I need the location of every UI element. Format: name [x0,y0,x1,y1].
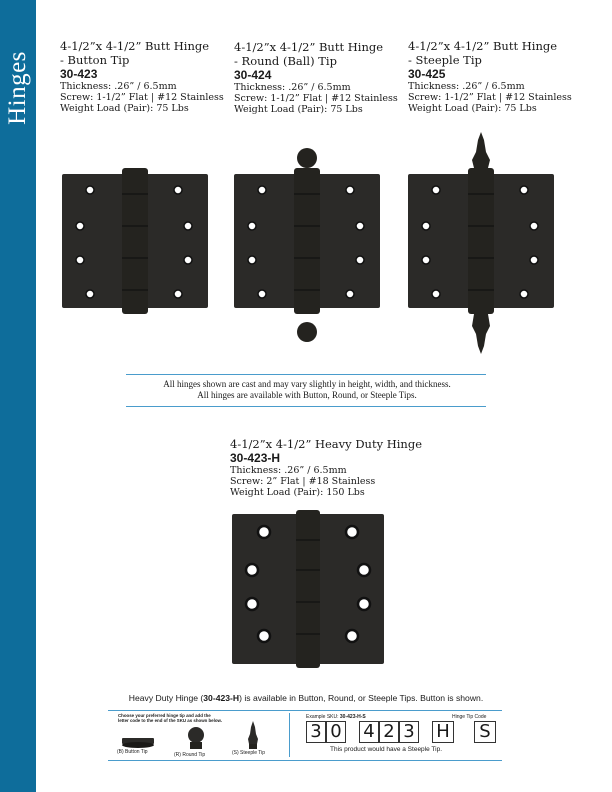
sku-spacer [346,721,359,743]
product-sku: 30-425 [408,67,446,81]
sku-box: 3 [399,721,419,743]
product-weight: Weight Load (Pair): 75 Lbs [234,104,363,115]
product-spec-30-423 [60,39,224,114]
example-sku [306,715,366,720]
steeple-tip-icon [246,720,260,750]
product-spec-30-424 [234,40,398,115]
button-tip-label: (B) Button Tip [117,749,148,755]
product-title-line1: 4-1/2”x 4-1/2” Butt Hinge [60,39,210,53]
divider [108,760,502,761]
button-tip-hinge-image [60,164,210,324]
product-thickness: Thickness: .26” / 6.5mm [234,82,351,93]
product-title-line2: - Steeple Tip [408,53,482,67]
steeple-tip-label: (S) Steeple Tip [232,750,266,756]
product-thickness: Thickness: .26” / 6.5mm [60,81,177,92]
sidebar-band [0,0,36,792]
sku-spacer [454,721,474,743]
divider [289,713,290,757]
heavy-duty-sku: 30-423-H [230,451,281,465]
product-spec-30-425 [408,39,572,114]
product-sku: 30-423 [60,67,98,81]
product-title-line2: - Button Tip [60,53,130,67]
sku-box: H [432,721,454,743]
para-pre: Heavy Duty Hinge ( [128,693,204,703]
heavy-duty-hinge-image [230,508,386,670]
divider [108,710,502,711]
round-tip-label: (R) Round Tip [174,752,206,758]
heavy-duty-screw: Screw: 2” Flat | #18 Stainless [230,476,376,487]
sku-box: S [474,721,496,743]
cast-note: All hinges shown are cast and may vary slightly in height, width, and thickness. [163,379,451,389]
product-screw: Screw: 1-1/2” Flat | #12 Stainless [234,93,398,104]
heavy-duty-weight: Weight Load (Pair): 150 Lbs [230,487,365,498]
sku-code-boxes [306,721,496,743]
button-tip-icon [118,737,158,749]
para-sku: 30-423-H [203,693,240,703]
example-label: Example SKU: [306,714,339,720]
product-weight: Weight Load (Pair): 75 Lbs [60,103,189,114]
steeple-tip-hinge-image [406,130,556,356]
product-thickness: Thickness: .26” / 6.5mm [408,81,525,92]
sku-box: 4 [359,721,379,743]
product-title-line2: - Round (Ball) Tip [234,54,337,68]
sku-box: 0 [326,721,346,743]
tips-note: All hinges are available with Button, Round, or Steeple Tips. [197,390,417,400]
product-title-line1: 4-1/2”x 4-1/2” Butt Hinge [408,39,558,53]
sku-box: 2 [379,721,399,743]
heavy-duty-thickness: Thickness: .26” / 6.5mm [230,465,347,476]
product-weight: Weight Load (Pair): 75 Lbs [408,103,537,114]
para-post: ) is available in Button, Round, or Steeple Tips. Button is shown. [239,693,484,703]
product-screw: Screw: 1-1/2” Flat | #12 Stainless [60,92,224,103]
tip-caption: This product would have a Steeple Tip. [330,746,443,753]
heavy-duty-spec [230,437,422,498]
heavy-duty-availability [0,693,612,703]
divider [126,406,486,407]
sku-box: 3 [306,721,326,743]
sku-spacer [419,721,432,743]
tip-instruction-line1: Choose your preferred hinge tip and add the [118,713,211,718]
product-title-line1: 4-1/2”x 4-1/2” Butt Hinge [234,40,384,54]
round-tip-icon [186,725,206,751]
section-title: Hinges [4,51,31,125]
divider [126,374,486,375]
round-tip-hinge-image [232,146,382,344]
product-sku: 30-424 [234,68,272,82]
tip-instruction-line2: letter code to the end of the SKU as shown below. [118,718,223,723]
product-screw: Screw: 1-1/2” Flat | #12 Stainless [408,92,572,103]
heavy-duty-title: 4-1/2”x 4-1/2” Heavy Duty Hinge [230,437,422,451]
example-sku-value: 30-423-H-S [339,714,366,720]
tip-code-label: Hinge Tip Code [452,714,487,720]
